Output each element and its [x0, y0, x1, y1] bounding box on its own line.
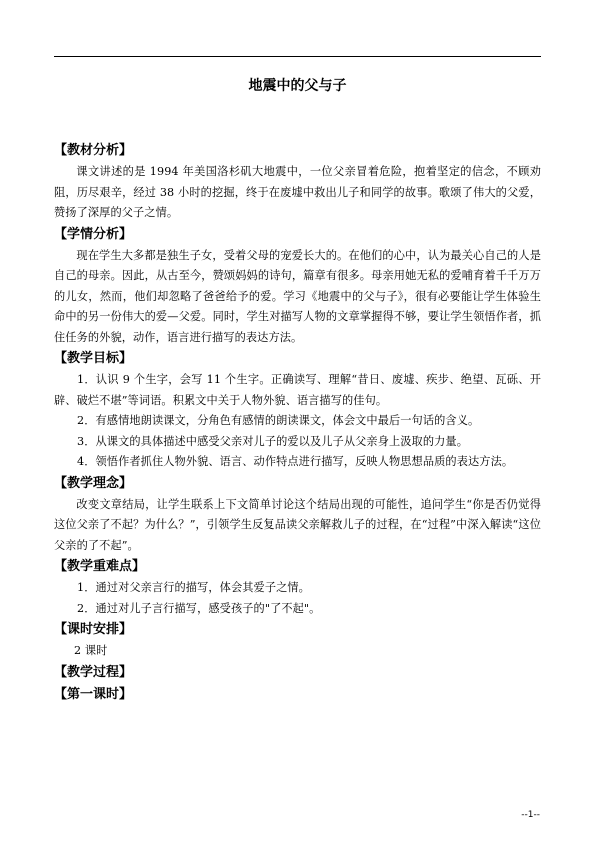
document-body — [54, 140, 541, 706]
section-heading-learners: 【学情分析】 — [54, 226, 133, 242]
section-heading-goals: 【教学目标】 — [54, 351, 133, 366]
section-heading-concept: 【教学理念】 — [54, 475, 133, 491]
goal-item-4: 4．领悟作者抓住人物外貌、语言、动作特点进行描写，反映人物思想品质的表达方法。 — [77, 455, 514, 468]
header-rule — [54, 56, 541, 57]
page-number: --1-- — [521, 810, 540, 820]
analysis-text: 课文讲述的是 1994 年美国洛杉矶大地震中，一位父亲冒着危险，抱着坚定的信念，不顾劝阻，历尽艰辛，经过 38 小时的挖掘，终于在废墟中救出儿子和同学的故事。歌颂了伟大的父爱，赞扬了深厚的父子之情。 — [54, 165, 541, 219]
document-title: 地震中的父与子 — [248, 78, 347, 94]
goal-item-2: 2．有感情地朗读课文，分角色有感情的朗读课文，体会文中最后一句话的含义。 — [77, 414, 480, 427]
keypoint-item-2: 2．通过对儿子言行描写，感受孩子的"了不起"。 — [77, 601, 321, 615]
keypoint-item-1: 1．通过对父亲言行的描写，体会其爱子之情。 — [77, 581, 310, 594]
section-heading-keypoints: 【教学重难点】 — [54, 559, 146, 574]
section-heading-process: 【教学过程】 — [54, 664, 133, 680]
section-heading-lesson1: 【第一课时】 — [54, 686, 133, 702]
concept-text: 改变文章结局，让学生联系上下文简单讨论这个结局出现的可能性，追问学生“你是否仍觉得这位父亲了不起？为什么？”，引领学生反复品读父亲解救儿子的过程，在“过程”中深入解读“这位父亲的了不起”。 — [54, 497, 541, 552]
goal-item-1: 1．认识 9 个生字，会写 11 个生字。正确读写、理解“昔日、废墟、疾步、绝望、瓦砾、开辟、破烂不堪”等词语。积累文中关于人物外貌、语言描写的佳句。 — [54, 373, 541, 407]
section-heading-schedule: 【课时安排】 — [54, 622, 133, 637]
section-heading-analysis: 【教材分析】 — [54, 143, 133, 158]
goal-item-3: 3．从课文的具体描述中感受父亲对儿子的爱以及儿子从父亲身上汲取的力量。 — [77, 434, 468, 448]
schedule-text: 2 课时 — [74, 644, 108, 657]
learners-text: 现在学生大多都是独生子女，受着父母的宠爱长大的。在他们的心中，认为最关心自己的人是自己的母亲。因此，从古至今，赞颂妈妈的诗句，篇章有很多。母亲用她无私的爱哺育着千千万万的儿女，然而，他们却忽略了爸爸给予的爱。学习《地震中的父与子》，很有必要能让学生体验生命中的另一份伟大的爱—父爱。同时，学生对描写人物的文章掌握得不够，要让学生领悟作者，抓住任务的外貌，动作，语言进行描写的表达方法。 — [54, 248, 541, 344]
